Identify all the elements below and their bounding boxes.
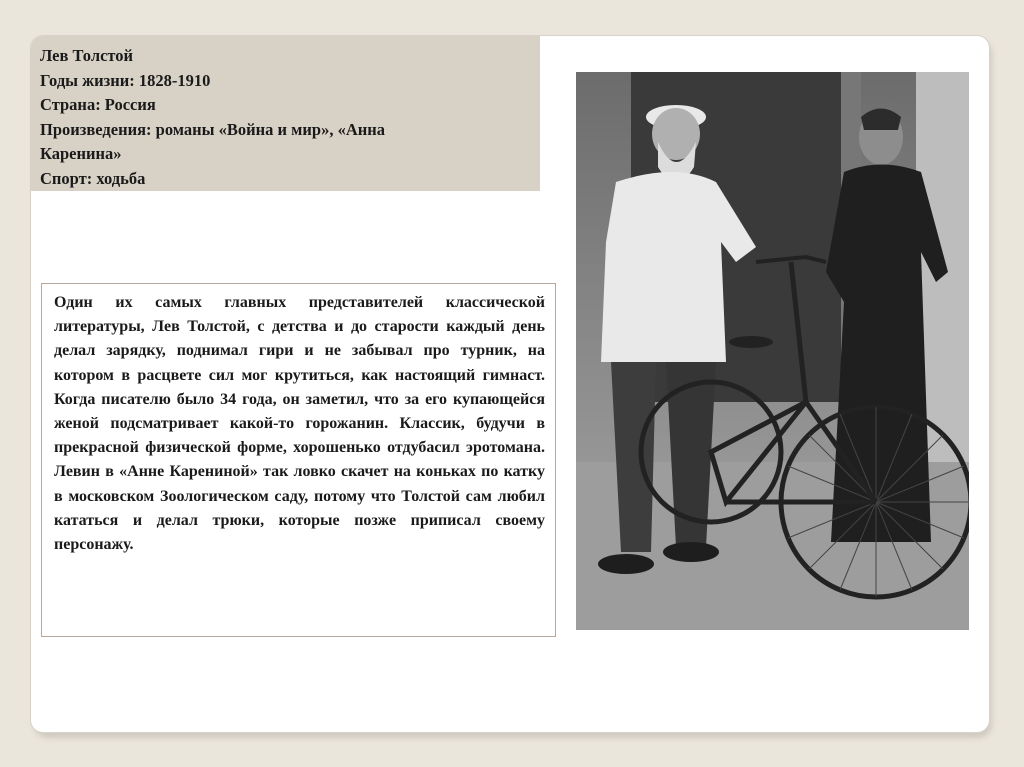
info-works-line2: Каренина» [40, 144, 122, 163]
tolstoy-photo [576, 72, 969, 630]
info-country: Страна: Россия [40, 95, 156, 114]
biography-text: Один их самых главных представителей классической литературы, Лев Толстой, с детства и до старости каждый день делал зарядку, поднимал гири и не забывал про турник, на котором в расцвете сил мог крутиться, как настоящий гимнаст. Когда писателю было 34 года, он заметил, что за его купающейся женой подсматривает какой-то горожанин. Классик, будучи в прекрасной физической форме, хорошенько отдубасил эротомана. Левин в «Анне Карениной» так ловко скачет на коньках по катку в московском Зоологическом саду, потому что Толстой сам любил кататься и делал трюки, которые позже приписал своему персонажу. [41, 283, 556, 637]
info-years: Годы жизни: 1828-1910 [40, 70, 211, 90]
info-name: Лев Толстой [40, 46, 134, 65]
info-box [31, 36, 540, 191]
info-works-line1: Произведения: романы «Война и мир», «Анна [40, 119, 386, 139]
photo-illustration [576, 72, 969, 630]
info-sport: Спорт: ходьба [40, 168, 146, 188]
slide [31, 36, 989, 732]
